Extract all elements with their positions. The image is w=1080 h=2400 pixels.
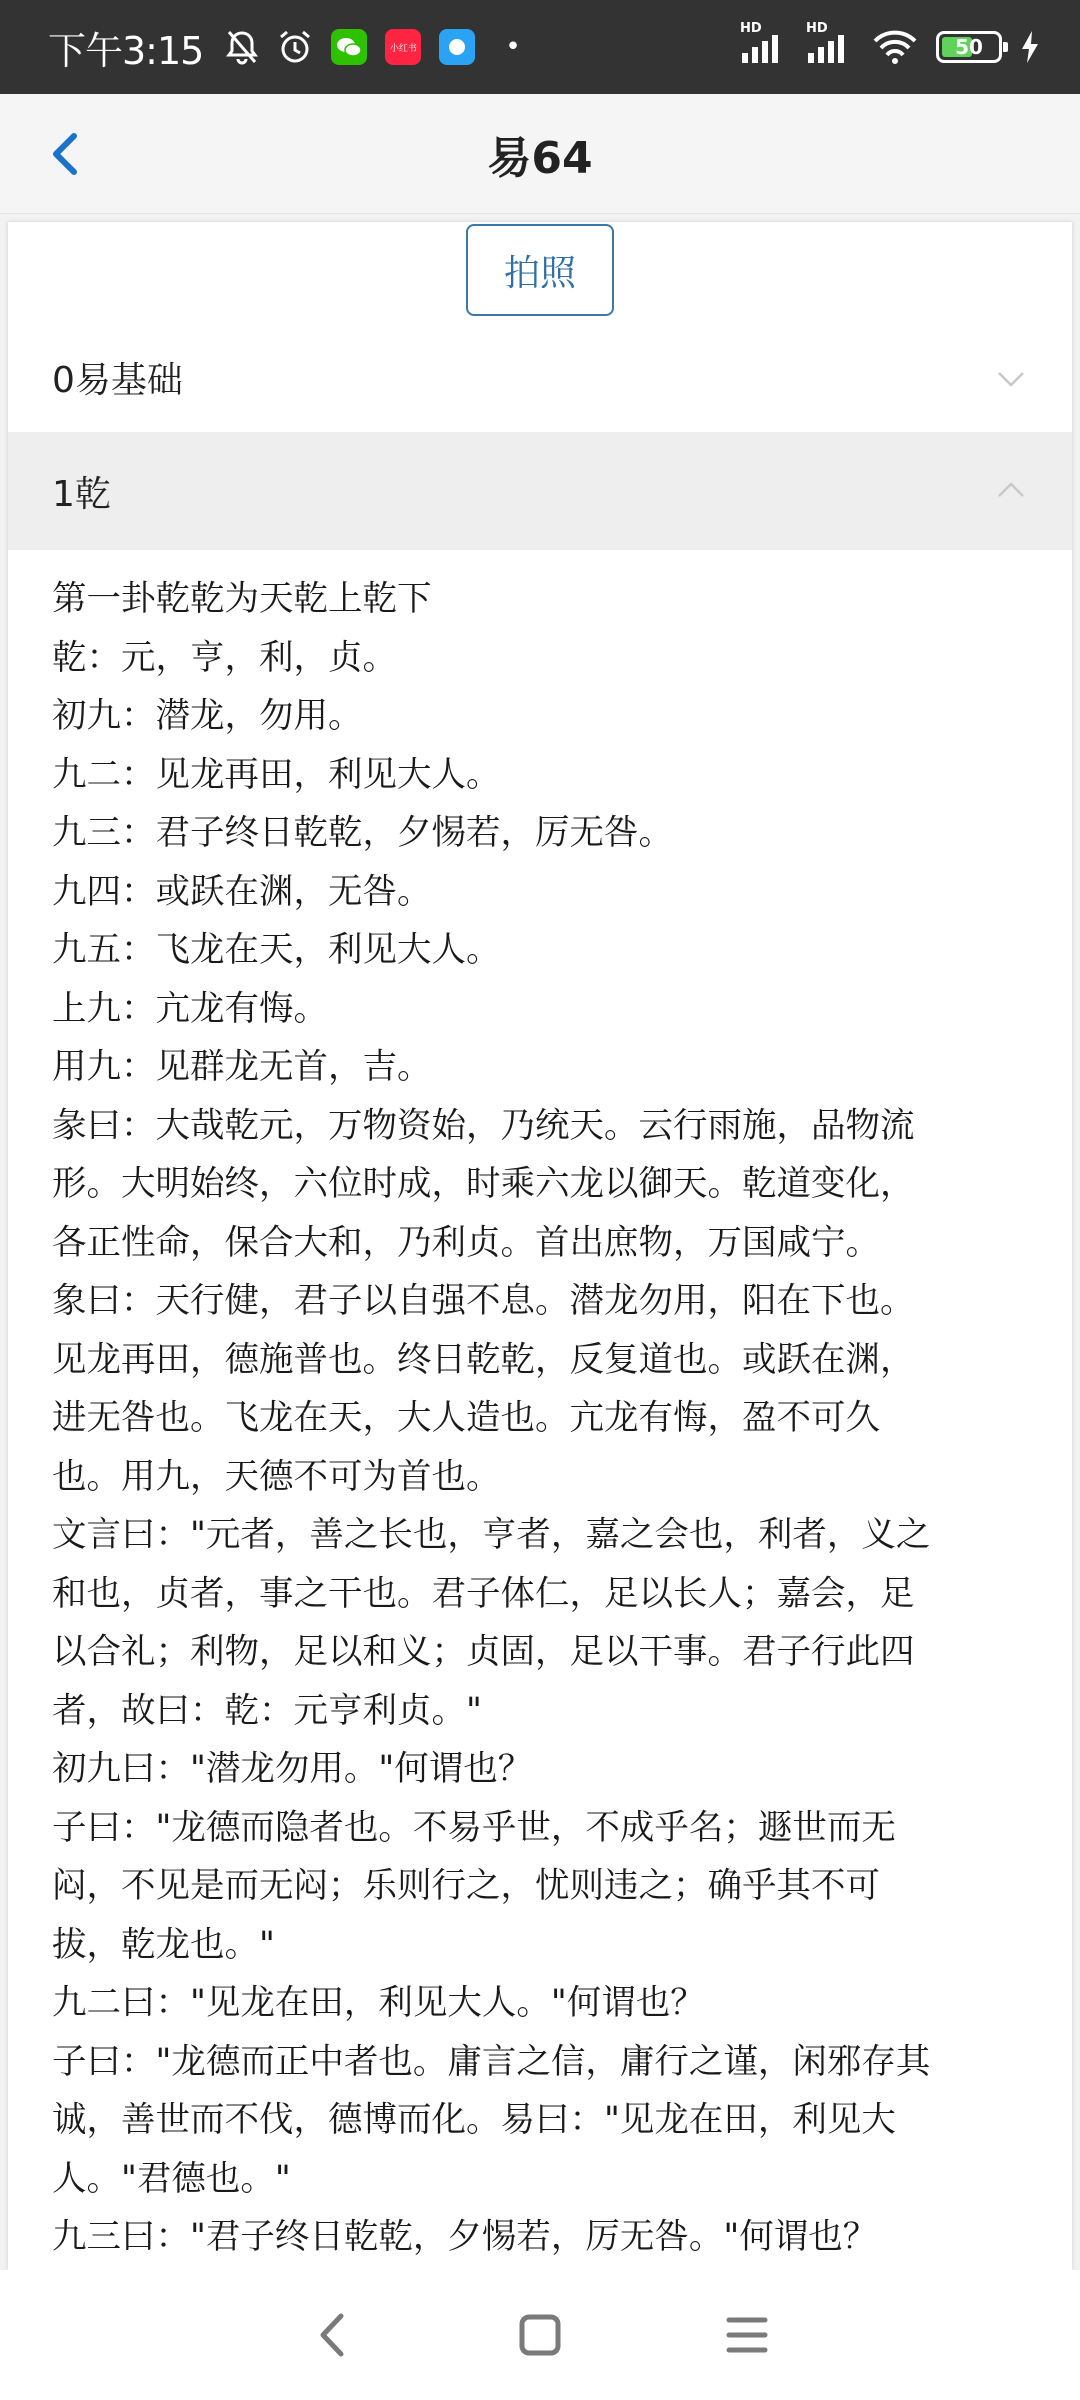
text-line: 拔，乾龙也。" xyxy=(52,1924,275,1965)
section-header-qian[interactable] xyxy=(8,432,1072,550)
text-line: 文言曰："元者，善之长也，亨者，嘉之会也，利者，义之 xyxy=(52,1515,931,1555)
text-line: 也。用九，天德不可为首也。 xyxy=(52,1456,501,1497)
text-line: 子曰："龙德而隐者也。不易乎世，不成乎名；遯世而无 xyxy=(52,1807,896,1848)
chevron-up-icon xyxy=(996,476,1026,506)
text-line: 用九：见群龙无首，吉。 xyxy=(52,1047,432,1087)
home-nav-icon xyxy=(517,2312,563,2358)
page-title: 易64 xyxy=(487,133,593,184)
more-notifications-dot: • xyxy=(505,32,521,62)
text-line: 九三曰："君子终日乾乾，夕惕若，厉无咎。"何谓也？ xyxy=(52,2217,878,2257)
back-nav-icon xyxy=(313,2310,353,2360)
wifi-icon xyxy=(872,29,918,65)
battery-level: 50 xyxy=(955,35,983,59)
text-line: 九四：或跃在渊，无咎。 xyxy=(52,871,432,912)
nav-back-button[interactable] xyxy=(298,2300,368,2370)
xiaohongshu-icon: 小红书 xyxy=(385,29,421,65)
network-type-label: HD xyxy=(740,21,762,36)
clock: 下午3:15 xyxy=(48,28,204,73)
charging-icon xyxy=(1020,30,1040,64)
text-line: 九三：君子终日乾乾，夕惕若，厉无咎。 xyxy=(52,813,673,853)
take-photo-button[interactable]: 拍照 xyxy=(466,224,614,316)
chevron-down-icon xyxy=(996,363,1026,393)
text-line: 象曰：天行健，君子以自强不息。潜龙勿用，阳在下也。 xyxy=(52,1281,915,1321)
text-line: 诚，善世而不伐，德博而化。易曰："见龙在田，利见大 xyxy=(52,2100,896,2140)
text-line: 子曰："龙德而正中者也。庸言之信，庸行之谨，闲邪存其 xyxy=(52,2041,931,2082)
text-line: 闷，不见是而无闷；乐则行之，忧则违之；确乎其不可 xyxy=(52,1866,880,1906)
hexagram-text xyxy=(52,570,1042,2325)
section-header-basics[interactable] xyxy=(8,319,1072,437)
bell-off-icon xyxy=(225,29,259,65)
text-line: 以合礼；利物，足以和义；贞固，足以干事。君子行此四 xyxy=(52,1632,915,1672)
text-line: 初九：潜龙，勿用。 xyxy=(52,696,363,736)
nav-menu-button[interactable] xyxy=(712,2300,782,2370)
text-line: 第一卦乾乾为天乾上乾下 xyxy=(52,579,432,619)
text-line: 和也，贞者，事之干也。君子体仁，足以长人；嘉会，足 xyxy=(52,1573,915,1614)
back-button[interactable] xyxy=(30,118,102,190)
text-line: 各正性命，保合大和，乃利贞。首出庶物，万国咸宁。 xyxy=(52,1222,880,1263)
signal-icon xyxy=(806,21,854,65)
section-label: 0易基础 xyxy=(52,360,183,401)
text-line: 九二曰："见龙在田，利见大人。"何谓也？ xyxy=(52,1983,705,2023)
wechat-icon xyxy=(331,29,367,65)
signal-icon xyxy=(740,21,788,65)
battery-icon xyxy=(936,31,1002,63)
text-line: 者，故曰：乾：元亨利贞。" xyxy=(52,1690,482,1731)
text-line: 九五：飞龙在天，利见大人。 xyxy=(52,930,501,970)
text-line: 上九：亢龙有悔。 xyxy=(52,988,328,1029)
text-line: 初九曰："潜龙勿用。"何谓也？ xyxy=(52,1749,533,1789)
chevron-left-icon xyxy=(46,130,86,178)
alarm-icon xyxy=(277,29,313,65)
nav-home-button[interactable] xyxy=(505,2300,575,2370)
system-nav-bar xyxy=(0,2270,1080,2400)
app-header xyxy=(0,94,1080,214)
text-line: 见龙再田，德施普也。终日乾乾，反复道也。或跃在渊， xyxy=(52,1339,915,1380)
menu-nav-icon xyxy=(724,2312,770,2358)
text-line: 人。"君德也。" xyxy=(52,2158,291,2199)
app-icon xyxy=(439,29,475,65)
content-card xyxy=(8,222,1072,2270)
status-bar xyxy=(0,0,1080,94)
text-line: 九二：见龙再田，利见大人。 xyxy=(52,754,501,795)
text-line: 乾：元，亨，利，贞。 xyxy=(52,637,397,678)
text-line: 进无咎也。飞龙在天，大人造也。亢龙有悔，盈不可久 xyxy=(52,1398,880,1438)
network-type-label: HD xyxy=(806,21,828,36)
text-line: 彖曰：大哉乾元，万物资始，乃统天。云行雨施，品物流 xyxy=(52,1105,915,1146)
text-line: 形。大明始终，六位时成，时乘六龙以御天。乾道变化， xyxy=(52,1164,915,1204)
section-label: 1乾 xyxy=(52,473,111,515)
